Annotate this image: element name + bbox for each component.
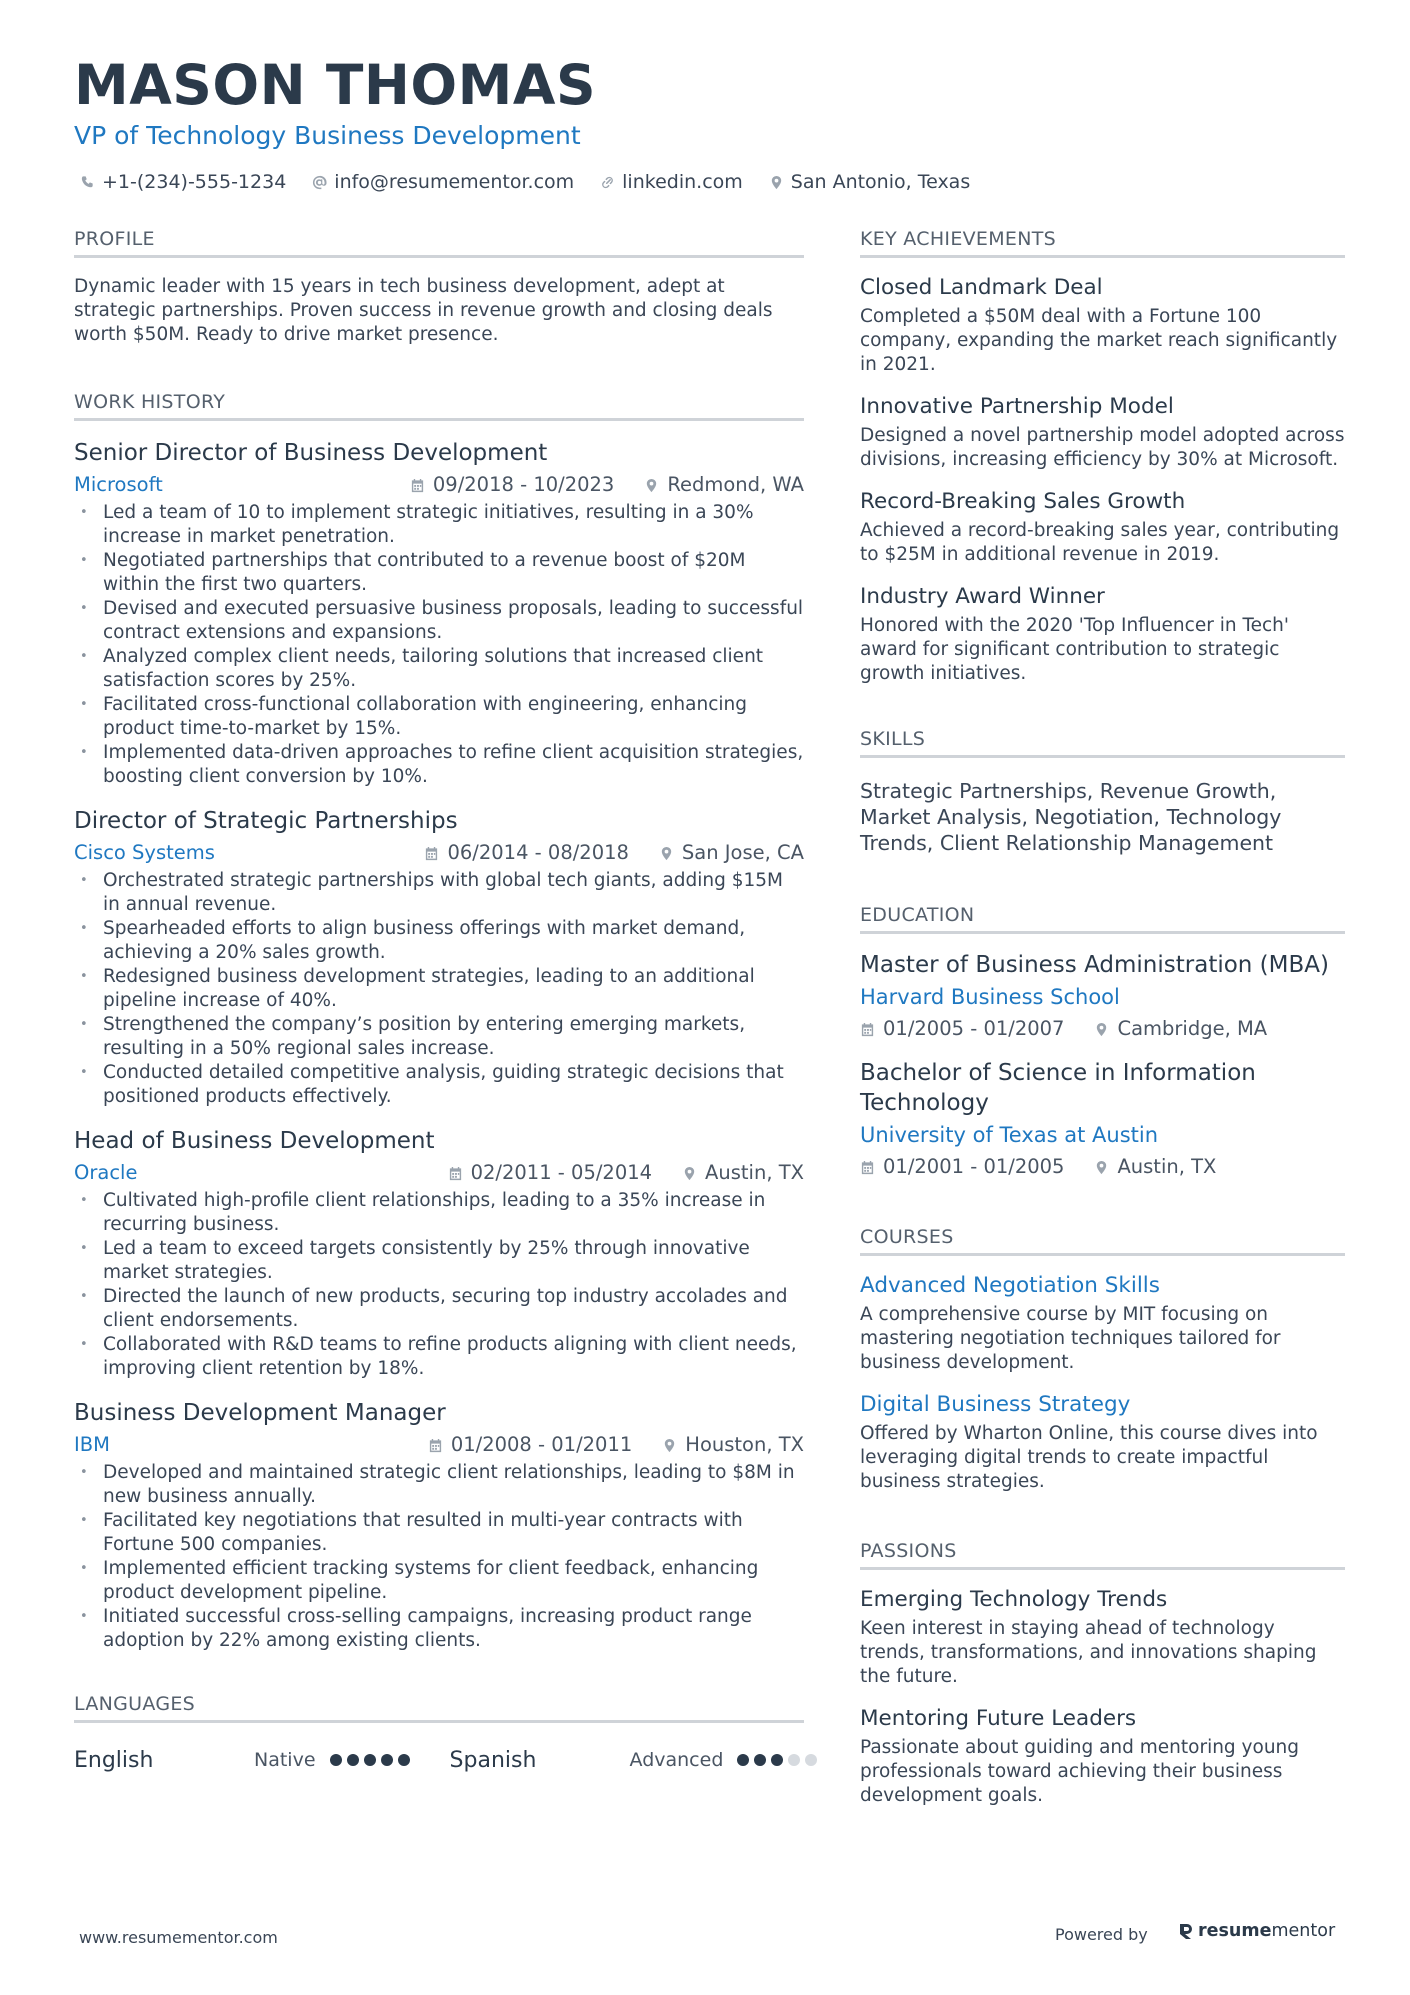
left-column (74, 228, 804, 1775)
section-heading: PROFILE (74, 228, 804, 258)
map-pin-icon (1094, 1160, 1109, 1175)
school-name: University of Texas at Austin (860, 1123, 1159, 1147)
achievement-item (860, 274, 1345, 377)
job-entry-meta (74, 1160, 804, 1186)
bullet-item: • Redesigned business development strategies, leading to an additional pipeline increase of 40%. (74, 965, 804, 1013)
achievement-title: Industry Award Winner (860, 584, 1105, 609)
passion-desc: Keen interest in staying ahead of technology trends, transformations, and innovations shaping the future. (860, 1618, 1317, 1687)
location-text: San Antonio, Texas (790, 171, 971, 193)
school-name: Harvard Business School (860, 985, 1120, 1009)
education-location (1094, 1154, 1216, 1180)
achievement-title: Innovative Partnership Model (860, 394, 1174, 419)
achievement-item (860, 393, 1345, 472)
rating-dot (737, 1754, 749, 1766)
job-location-text: Houston, TX (685, 1433, 804, 1456)
footer-website[interactable]: www.resumementor.com (79, 1928, 278, 1947)
course-title: Digital Business Strategy (860, 1392, 1131, 1417)
contact-phone (80, 171, 286, 193)
rating-dot (364, 1754, 376, 1766)
brand-text (1198, 1921, 1335, 1941)
calendar-icon (428, 1438, 443, 1453)
rating-dot (788, 1754, 800, 1766)
job-location-text: Redmond, WA (667, 473, 804, 496)
achievement-title: Closed Landmark Deal (860, 275, 1103, 300)
job-entry-title: Director of Strategic Partnerships (74, 808, 458, 834)
jobs-list (74, 438, 804, 1653)
link-icon (600, 175, 615, 190)
profile-section (74, 228, 804, 347)
bullet-item: • Strengthened the company’s position by entering emerging markets, resulting in a 50% regional sales increase. (74, 1013, 804, 1061)
job-bullets (74, 501, 804, 789)
job-entry (74, 806, 804, 1109)
language-name: English (74, 1747, 154, 1773)
bullet-item: • Orchestrated strategic partnerships with global tech giants, adding $15M in annual revenue. (74, 869, 804, 917)
course-title: Advanced Negotiation Skills (860, 1273, 1160, 1298)
job-entry-meta (74, 840, 804, 866)
education-meta (860, 1016, 1345, 1042)
job-dates-text: 01/2008 - 01/2011 (450, 1433, 633, 1456)
job-dates-text: 02/2011 - 05/2014 (470, 1161, 653, 1184)
rating-dot (330, 1754, 342, 1766)
job-dates (424, 840, 628, 866)
job-entry-title: Senior Director of Business Development (74, 440, 548, 466)
job-location-text: Austin, TX (705, 1161, 804, 1184)
rating-dot (347, 1754, 359, 1766)
course-item (860, 1391, 1345, 1494)
map-pin-icon (662, 1438, 677, 1453)
course-item (860, 1272, 1345, 1375)
company-name: Oracle (74, 1161, 138, 1184)
job-dates (410, 472, 614, 498)
right-column (860, 228, 1345, 1808)
language-level: Advanced (629, 1749, 724, 1771)
job-bullets (74, 1461, 804, 1653)
section-heading: EDUCATION (860, 904, 1345, 934)
education-list (860, 950, 1345, 1180)
rating-dot (398, 1754, 410, 1766)
bullet-item: • Led a team of 10 to implement strategic initiatives, resulting in a 30% increase in market penetration. (74, 501, 804, 549)
footer-brand-logo[interactable] (1178, 1921, 1335, 1941)
calendar-icon (424, 846, 439, 861)
job-entry-title: Business Development Manager (74, 1400, 446, 1426)
degree-name: Master of Business Administration (MBA) (860, 952, 1329, 978)
rating-dot (754, 1754, 766, 1766)
language-level: Native (254, 1749, 316, 1771)
course-desc: A comprehensive course by MIT focusing on mastering negotiation techniques tailored for business development. (860, 1304, 1281, 1373)
achievement-title: Record-Breaking Sales Growth (860, 489, 1186, 514)
achievements-section (860, 228, 1345, 686)
languages-section (74, 1693, 804, 1775)
achievement-item (860, 583, 1345, 686)
bullet-item: • Developed and maintained strategic client relationships, leading to $8M in new business annually. (74, 1461, 804, 1509)
rating-dot (771, 1754, 783, 1766)
job-dates (448, 1160, 652, 1186)
section-heading: LANGUAGES (74, 1693, 804, 1723)
section-heading: COURSES (860, 1226, 1345, 1256)
email-link[interactable]: info@resumementor.com (334, 171, 575, 193)
contact-linkedin[interactable] (600, 171, 743, 193)
courses-section (860, 1226, 1345, 1494)
language-rating (737, 1754, 817, 1766)
education-location (1094, 1016, 1267, 1042)
linkedin-link[interactable]: linkedin.com (622, 171, 743, 193)
bullet-item: • Spearheaded efforts to align business offerings with market demand, achieving a 20% sales growth. (74, 917, 804, 965)
skills-section (860, 728, 1345, 856)
map-pin-icon (659, 846, 674, 861)
job-dates-text: 09/2018 - 10/2023 (432, 473, 615, 496)
achievement-desc: Designed a novel partnership model adopted across divisions, increasing efficiency by 30% at Microsoft. (860, 425, 1345, 470)
degree-name: Bachelor of Science in Information Technology (860, 1060, 1256, 1116)
languages-list (74, 1745, 804, 1775)
section-heading: KEY ACHIEVEMENTS (860, 228, 1345, 258)
job-entry-meta (74, 1432, 804, 1458)
achievements-list (860, 274, 1345, 686)
education-dates (860, 1154, 1064, 1180)
at-sign-icon (312, 175, 327, 190)
job-dates-text: 06/2014 - 08/2018 (447, 841, 629, 864)
bullet-item: • Facilitated key negotiations that resulted in multi-year contracts with Fortune 500 companies. (74, 1509, 804, 1557)
job-location-text: San Jose, CA (681, 841, 804, 864)
bullet-item: • Implemented efficient tracking systems for client feedback, enhancing product development pipeline. (74, 1557, 804, 1605)
contact-bar (80, 171, 970, 193)
education-dates-text: 01/2001 - 01/2005 (883, 1155, 1065, 1178)
job-title: VP of Technology Business Development (74, 121, 581, 150)
rating-dot (381, 1754, 393, 1766)
job-entry-title: Head of Business Development (74, 1128, 435, 1154)
job-location (682, 1160, 804, 1186)
job-location (644, 472, 804, 498)
job-entry (74, 1126, 804, 1381)
language-item (450, 1748, 818, 1773)
bullet-item: • Implemented data-driven approaches to refine client acquisition strategies, boosting client conversion by 10%. (74, 741, 804, 789)
candidate-name: MASON THOMAS (74, 53, 597, 117)
course-desc: Offered by Wharton Online, this course dives into leveraging digital trends to create impactful business strategies. (860, 1423, 1318, 1492)
company-name: Microsoft (74, 473, 163, 496)
map-pin-icon (1094, 1022, 1109, 1037)
education-location-text: Cambridge, MA (1117, 1017, 1268, 1040)
passion-item (860, 1705, 1345, 1808)
phone-icon (80, 175, 95, 190)
job-location (659, 840, 804, 866)
rating-dot (805, 1754, 817, 1766)
job-location (662, 1432, 804, 1458)
education-item (860, 1058, 1345, 1180)
brand-light: mentor (1271, 1921, 1336, 1941)
resumementor-logo-icon (1178, 1922, 1194, 1940)
section-heading: SKILLS (860, 728, 1345, 758)
education-dates-text: 01/2005 - 01/2007 (883, 1017, 1065, 1040)
bullet-item: • Initiated successful cross-selling campaigns, increasing product range adoption by 22% among existing clients. (74, 1605, 804, 1653)
achievement-desc: Completed a $50M deal with a Fortune 100 company, expanding the market reach significantly in 2021. (860, 306, 1338, 375)
profile-text: Dynamic leader with 15 years in tech business development, adept at strategic partnerships. Proven success in revenue growth and closing deals worth $50M. Ready to drive market presence. (74, 276, 773, 345)
brand-bold: resume (1198, 1921, 1272, 1941)
job-entry-meta (74, 472, 804, 498)
education-meta (860, 1154, 1345, 1180)
courses-list (860, 1272, 1345, 1494)
map-pin-icon (769, 175, 784, 190)
section-heading: WORK HISTORY (74, 391, 804, 421)
map-pin-icon (644, 478, 659, 493)
education-dates (860, 1016, 1064, 1042)
passion-title: Mentoring Future Leaders (860, 1706, 1137, 1731)
section-heading: PASSIONS (860, 1540, 1345, 1570)
achievement-desc: Honored with the 2020 'Top Influencer in Tech' award for significant contribution to strategic growth initiatives. (860, 615, 1289, 684)
bullet-item: • Analyzed complex client needs, tailoring solutions that increased client satisfaction scores by 25%. (74, 645, 804, 693)
bullet-item: • Cultivated high-profile client relationships, leading to a 35% increase in recurring business. (74, 1189, 804, 1237)
map-pin-icon (682, 1166, 697, 1181)
bullet-item: • Collaborated with R&D teams to refine products aligning with client needs, improving client retention by 18%. (74, 1333, 804, 1381)
calendar-icon (410, 478, 425, 493)
bullet-item: • Conducted detailed competitive analysis, guiding strategic decisions that positioned products effectively. (74, 1061, 804, 1109)
passion-desc: Passionate about guiding and mentoring young professionals toward achieving their business development goals. (860, 1737, 1300, 1806)
education-item (860, 950, 1345, 1042)
work-history-section (74, 391, 804, 1653)
bullet-item: • Led a team to exceed targets consistently by 25% through innovative market strategies. (74, 1237, 804, 1285)
calendar-icon (860, 1160, 875, 1175)
language-rating (330, 1754, 410, 1766)
calendar-icon (448, 1166, 463, 1181)
contact-email[interactable] (312, 171, 574, 193)
bullet-item: • Facilitated cross-functional collaboration with engineering, enhancing product time-to-market by 15%. (74, 693, 804, 741)
company-name: Cisco Systems (74, 841, 215, 864)
passions-section (860, 1540, 1345, 1808)
education-location-text: Austin, TX (1117, 1155, 1217, 1178)
skills-text: Strategic Partnerships, Revenue Growth, Market Analysis, Negotiation, Technology Trends, Client Relationship Management (860, 779, 1282, 855)
achievement-desc: Achieved a record-breaking sales year, contributing to $25M in additional revenue in 2019. (860, 520, 1340, 565)
phone-text: +1-(234)-555-1234 (102, 171, 287, 193)
passions-list (860, 1586, 1345, 1808)
footer-powered-by: Powered by (1055, 1925, 1148, 1944)
bullet-item: • Devised and executed persuasive business proposals, leading to successful contract extensions and expansions. (74, 597, 804, 645)
contact-location (769, 171, 970, 193)
company-name: IBM (74, 1433, 110, 1456)
passion-item (860, 1586, 1345, 1689)
bullet-item: • Directed the launch of new products, securing top industry accolades and client endorsements. (74, 1285, 804, 1333)
job-bullets (74, 1189, 804, 1381)
achievement-item (860, 488, 1345, 567)
education-section (860, 904, 1345, 1180)
calendar-icon (860, 1022, 875, 1037)
job-entry (74, 1398, 804, 1653)
passion-title: Emerging Technology Trends (860, 1587, 1168, 1612)
job-bullets (74, 869, 804, 1109)
job-dates (428, 1432, 632, 1458)
language-item (74, 1748, 410, 1773)
language-name: Spanish (449, 1747, 537, 1773)
bullet-item: • Negotiated partnerships that contributed to a revenue boost of $20M within the first two quarters. (74, 549, 804, 597)
job-entry (74, 438, 804, 789)
